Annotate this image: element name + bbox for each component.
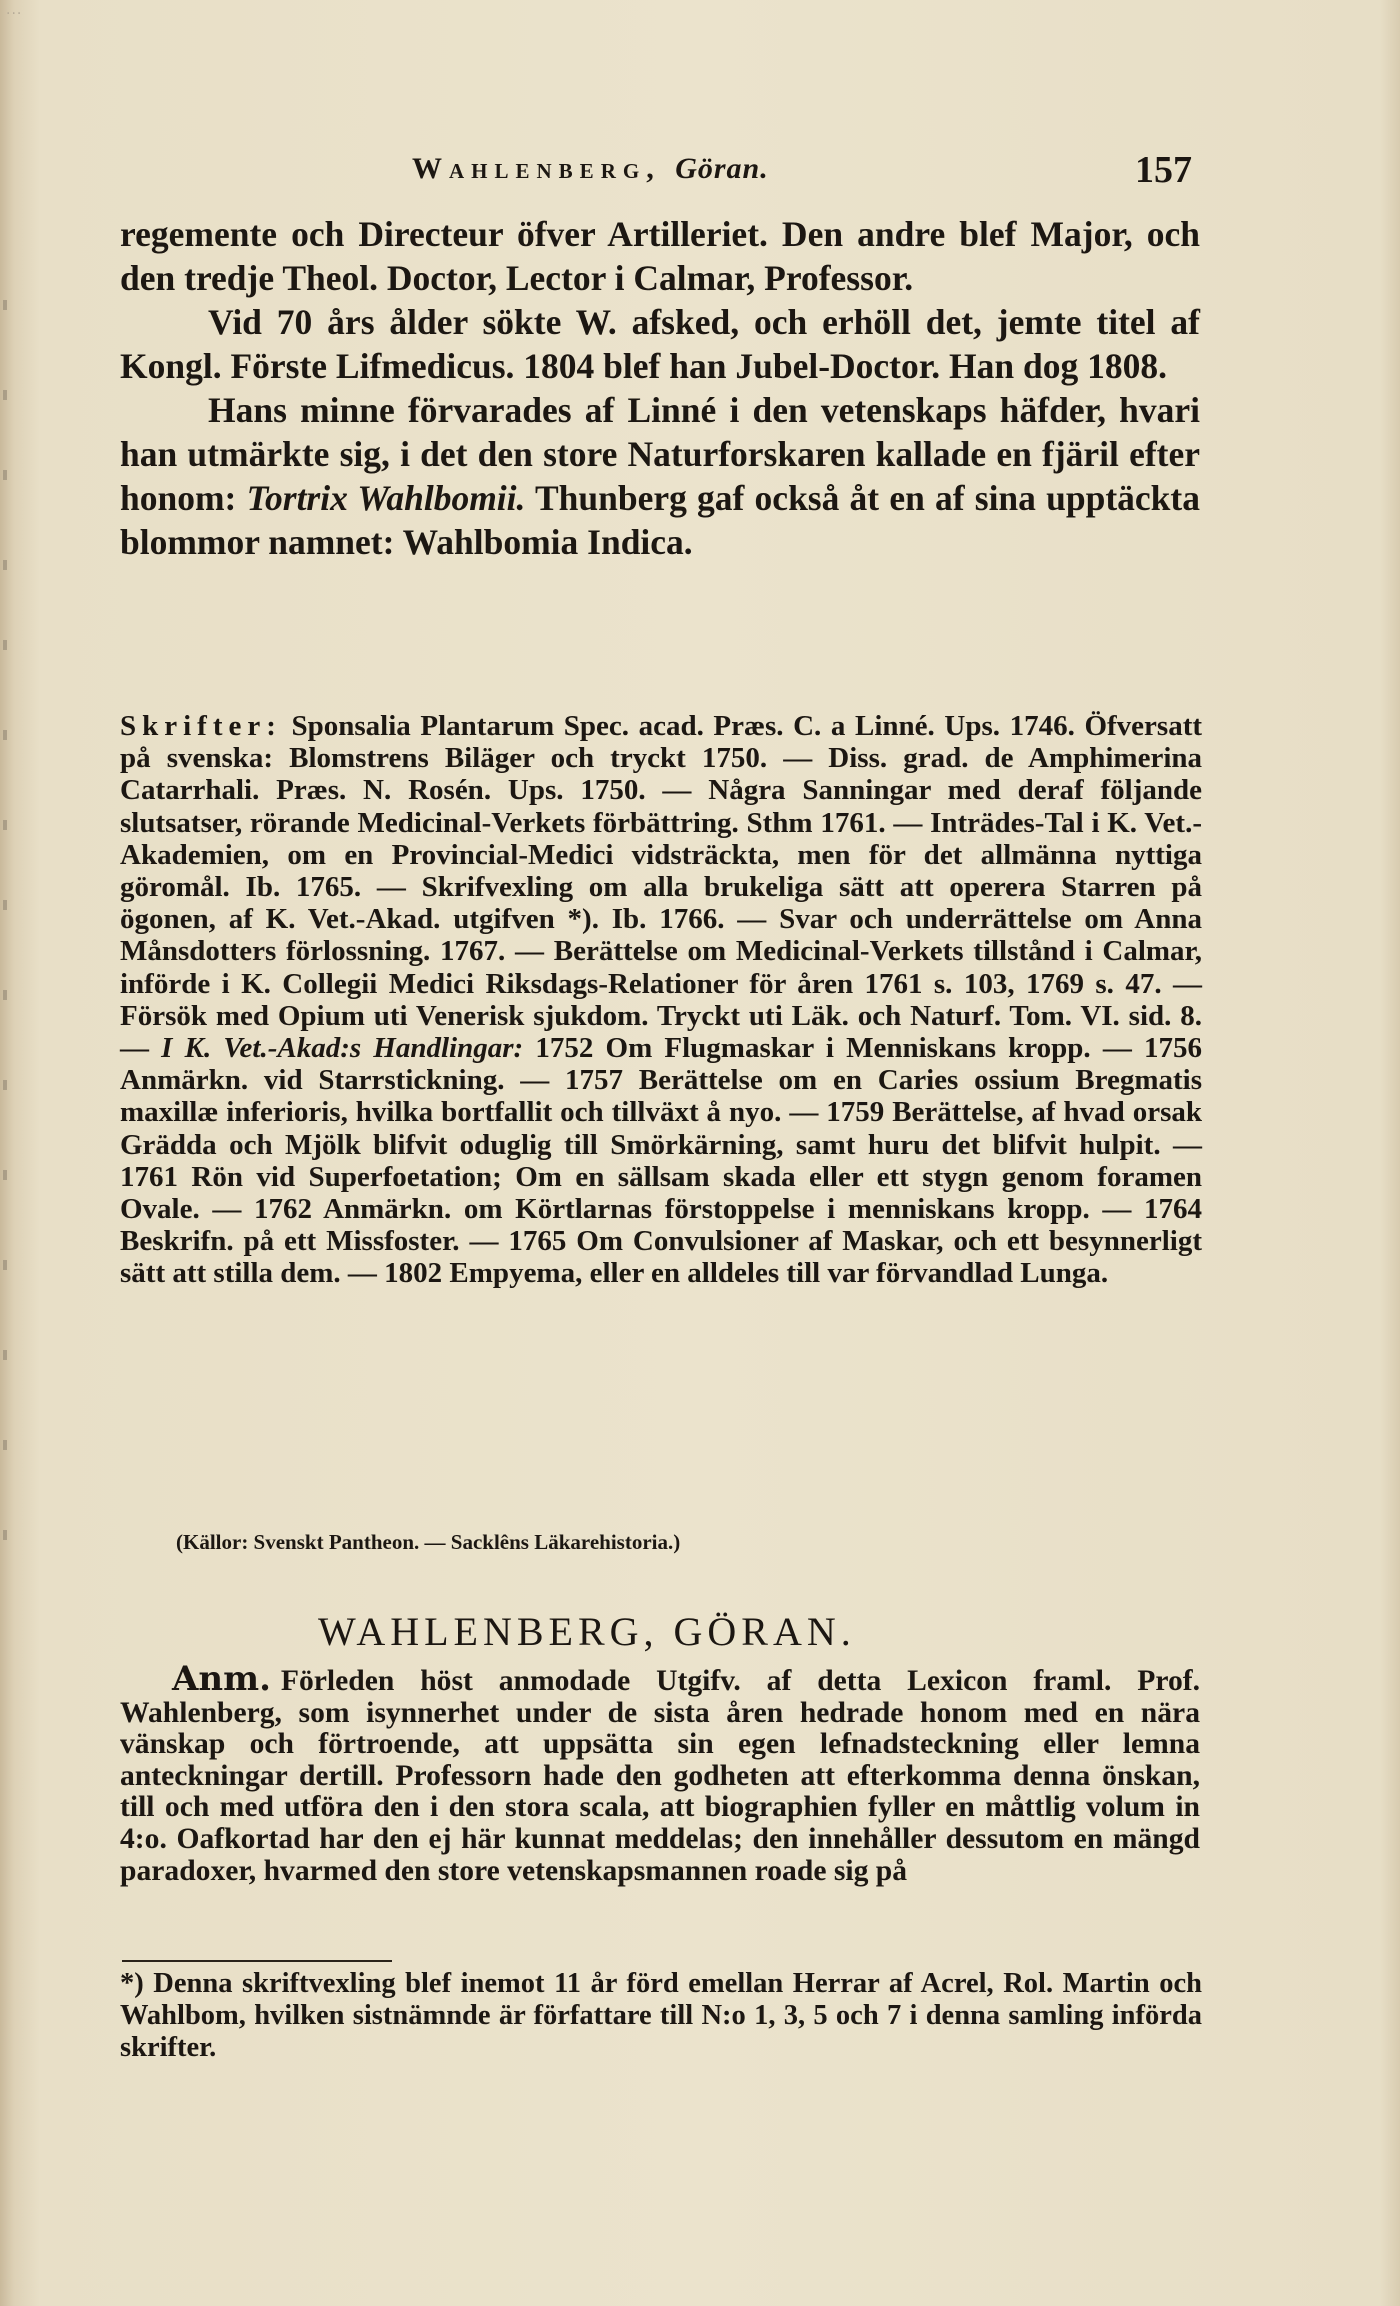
paragraph-3-text-b: Thunberg gaf också åt en af sina upptäckta blommor namnet: Wahlbomia Indica.	[120, 478, 1200, 562]
writings-label: Skrifter:	[120, 710, 282, 742]
footnote-rule	[122, 1960, 392, 1962]
paragraph-1: regemente och Directeur öfver Artilleriet. Den andre blef Major, och den tredje Theol. Doctor, Lector i Calmar, Professor.	[120, 214, 1200, 298]
writings-text-b: 1752 Om Flugmaskar i Menniskans kropp. — 1756 Anmärkn. vid Starrstickning. — 1757 Berättelse om en Caries ossium Bregmatis maxillæ inferioris, hvilka bortfallit och tillväxt å nyo. — 1759 Berättelse, af hvad orsak Grädda och Mjölk blifvit oduglig till Smörkärning, samt huru det blifvit hulpit. — 1761 Rön vid Superfoetation; Om en sällsam skada eller ett stygn genom foramen Ovale. — 1762 Anmärkn. om Körtlarnas förstoppelse i menniskans kropp. — 1764 Beskrifn. på ett Missfoster. — 1765 Om Convulsioner af Maskar, och ett besynnerligt sätt att stilla dem. — 1802 Empyema, eller en alldeles till var förvandlad Lunga.	[120, 1032, 1203, 1290]
writings-list	[120, 710, 1202, 1290]
writings-academy-heading: I K. Vet.-Akad:s Handlingar:	[161, 1032, 524, 1065]
annotation-label: Anm.	[172, 1659, 271, 1699]
scan-stamp: ...	[6, 2, 23, 18]
section-title: WAHLENBERG, GÖRAN.	[318, 1609, 856, 1654]
annotation-paragraph	[120, 1659, 1200, 1887]
paragraph-3	[120, 388, 1200, 564]
main-text	[120, 212, 1200, 564]
running-header	[412, 149, 1192, 202]
running-head-forename: Göran.	[675, 152, 769, 185]
running-head	[412, 152, 769, 186]
paragraph-2: Vid 70 års ålder sökte W. afsked, och erhöll det, jemte titel af Kongl. Förste Lifmedicus. 1804 blef han Jubel-Doctor. Han dog 1808.	[120, 302, 1200, 386]
page-number: 157	[1135, 149, 1192, 191]
annotation-text: Förleden höst anmodade Utgifv. af detta Lexicon framl. Prof. Wahlenberg, som isynnerhet under de sista åren hedrade honom med en nära vänskap och förtroende, att uppsätta sin egen lefnadsteckning eller lemna anteckningar dertill. Professorn hade den godheten att efterkomma denna önskan, till och med utföra den i den stora scala, att biographien fyller en måttlig volum in 4:o. Oafkortad har den ej här kunnat meddelas; den innehåller dessutom en mängd paradoxer, hvarmed den store vetenskapsmannen roade sig på	[120, 1665, 1200, 1887]
writings-text-a: Sponsalia Plantarum Spec. acad. Præs. C. a Linné. Ups. 1746. Öfversatt på svenska: Blomstrens Biläger och tryckt 1750. — Diss. grad. de Amphimerina Catarrhali. Præs. N. Rosén. Ups. 1750. — Några Sanningar med deraf följande slutsatser, rörande Medicinal-Verkets förbättring. Sthm 1761. — Inträdes-Tal i K. Vet.-Akademien, om en Provincial-Medici vidsträckta, men för det allmänna nyttiga göromål. Ib. 1765. — Skrifvexling om alla brukeliga sätt att operera Starren på ögonen, af K. Vet.-Akad. utgifven *). Ib. 1766. — Svar och underrättelse om Anna Månsdotters förlossning. 1767. — Berättelse om Medicinal-Verkets tillstånd i Calmar, införde i K. Collegii Medici Riksdags-Relationer för åren 1761 s. 103, 1769 s. 47. — Försök med Opium uti Venerisk sjukdom. Tryckt uti Läk. och Naturf. Tom. VI. sid. 8. —	[120, 710, 1203, 1065]
sources-note: (Källor: Svenskt Pantheon. — Sacklêns Läkarehistoria.)	[176, 1530, 681, 1554]
running-head-surname: Wahlenberg,	[412, 152, 661, 185]
footnote: *) Denna skriftvexling blef inemot 11 år förd emellan Herrar af Acrel, Rol. Martin och Wahlbom, hvilken sistnämnde är författare till N:o 1, 3, 5 och 7 i denna samling införda skrifter.	[120, 1968, 1202, 2063]
paragraph-3-species: Tortrix Wahlbomii.	[246, 478, 526, 518]
paragraph-3-text-a: Hans minne förvarades af Linné i den vetenskaps häfder, hvari han utmärkte sig, i det den store Naturforskaren kallade en fjäril efter honom:	[120, 390, 1200, 518]
